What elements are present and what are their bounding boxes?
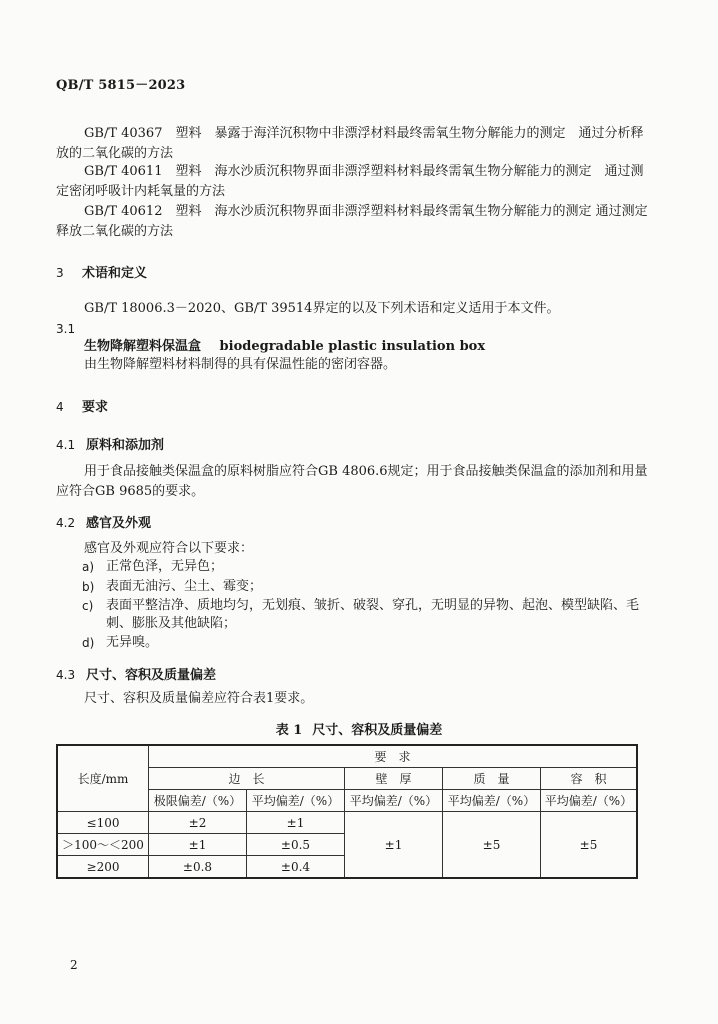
table-cell-wall: ±1 <box>345 812 443 879</box>
reference-2-line1: GB/T 40611 塑料 海水沙质沉积物界面非漂浮塑料材料最终需氧生物分解能力的测定 通过测 <box>84 164 644 179</box>
list-label: b) <box>82 580 95 594</box>
reference-3-line1: GB/T 40612 塑料 海水沙质沉积物界面非漂浮塑料材料最终需氧生物分解能力的测定 通过测定 <box>84 204 648 219</box>
table-cell-limit: ±2 <box>149 812 247 834</box>
table-header-volume: 容 积 <box>541 768 638 790</box>
table-cell-limit: ±1 <box>149 834 247 856</box>
table-cell-avg: ±0.5 <box>247 834 345 856</box>
table-sub-volume: 平均偏差/（%） <box>541 790 638 812</box>
table-caption-number: 表 1 <box>275 723 303 738</box>
section-title: 术语和定义 <box>82 266 148 281</box>
page-number: 2 <box>70 958 78 972</box>
section-title: 尺寸、容积及质量偏差 <box>86 668 217 683</box>
table-cell-length: ＞100～＜200 <box>57 834 149 856</box>
section-3-intro: GB/T 18006.3－2020、GB/T 39514界定的以及下列术语和定义适用于本文件。 <box>84 301 560 316</box>
list-label: d) <box>82 636 95 650</box>
table-cell-volume: ±5 <box>541 812 638 879</box>
table-header-wall: 壁 厚 <box>345 768 443 790</box>
section-4-3-intro: 尺寸、容积及质量偏差应符合表1要求。 <box>84 691 314 706</box>
table-sub-wall: 平均偏差/（%） <box>345 790 443 812</box>
list-text: 无异嗅。 <box>106 635 159 650</box>
table-caption <box>0 719 718 738</box>
table-cell-avg: ±1 <box>247 812 345 834</box>
section-3-heading <box>56 262 147 281</box>
term-heading <box>84 338 485 356</box>
table-sub-limit: 极限偏差/（%） <box>149 790 247 812</box>
section-number: 4 <box>56 400 64 414</box>
reference-3-line2: 释放二氧化碳的方法 <box>56 224 174 239</box>
section-number: 4.2 <box>56 516 76 530</box>
table-cell-avg: ±0.4 <box>247 856 345 879</box>
reference-2-line2: 定密闭呼吸计内耗氧量的方法 <box>56 184 226 199</box>
table-sub-avg: 平均偏差/（%） <box>247 790 345 812</box>
table-cell-length: ≤100 <box>57 812 149 834</box>
list-text: 正常色泽，无异色； <box>106 559 224 574</box>
table-row <box>57 812 637 834</box>
section-title: 要求 <box>82 400 109 415</box>
table-header-length: 长度/mm <box>57 745 149 812</box>
term-definition: 由生物降解塑料材料制得的具有保温性能的密闭容器。 <box>84 357 397 372</box>
section-number: 3 <box>56 266 64 280</box>
section-number: 4.3 <box>56 668 76 682</box>
table-sub-mass: 平均偏差/（%） <box>443 790 541 812</box>
section-4-3-heading <box>56 664 216 683</box>
table-cell-limit: ±0.8 <box>149 856 247 879</box>
list-text: 刺、膨胀及其他缺陷； <box>106 616 237 631</box>
section-4-1-heading <box>56 434 164 453</box>
term-chinese: 生物降解塑料保温盒 <box>84 339 202 354</box>
table-header-side: 边 长 <box>149 768 345 790</box>
table-header-mass: 质 量 <box>443 768 541 790</box>
reference-1-line2: 放的二氧化碳的方法 <box>56 146 174 161</box>
section-title: 感官及外观 <box>86 516 152 531</box>
reference-1-line1: GB/T 40367 塑料 暴露于海洋沉积物中非漂浮材料最终需氧生物分解能力的测定 通过分析释 <box>84 126 644 141</box>
table-cell-mass: ±5 <box>443 812 541 879</box>
table-cell-length: ≥200 <box>57 856 149 879</box>
list-text: 表面平整洁净、质地均匀，无划痕、皱折、破裂、穿孔，无明显的异物、起泡、模型缺陷、毛 <box>106 598 640 613</box>
section-4-2-intro: 感官及外观应符合以下要求： <box>84 541 254 556</box>
section-number: 4.1 <box>56 438 76 452</box>
section-title: 原料和添加剂 <box>86 438 165 453</box>
table-caption-title: 尺寸、容积及质量偏差 <box>312 723 443 738</box>
term-english: biodegradable plastic insulation box <box>219 339 486 354</box>
section-4-1-line2: 应符合GB 9685的要求。 <box>56 484 205 499</box>
list-label: c) <box>82 599 94 613</box>
list-text: 表面无油污、尘土、霉变； <box>106 579 263 594</box>
section-4-2-heading <box>56 512 151 531</box>
list-label: a) <box>82 560 95 574</box>
table-header-requirements: 要 求 <box>149 745 638 768</box>
standard-code: QB/T 5815－2023 <box>56 78 186 93</box>
deviation-table <box>56 744 638 879</box>
section-4-heading <box>56 396 108 415</box>
term-number: 3.1 <box>56 322 76 336</box>
section-4-1-line1: 用于食品接触类保温盒的原料树脂应符合GB 4806.6规定；用于食品接触类保温盒的添加剂和用量 <box>84 464 648 479</box>
